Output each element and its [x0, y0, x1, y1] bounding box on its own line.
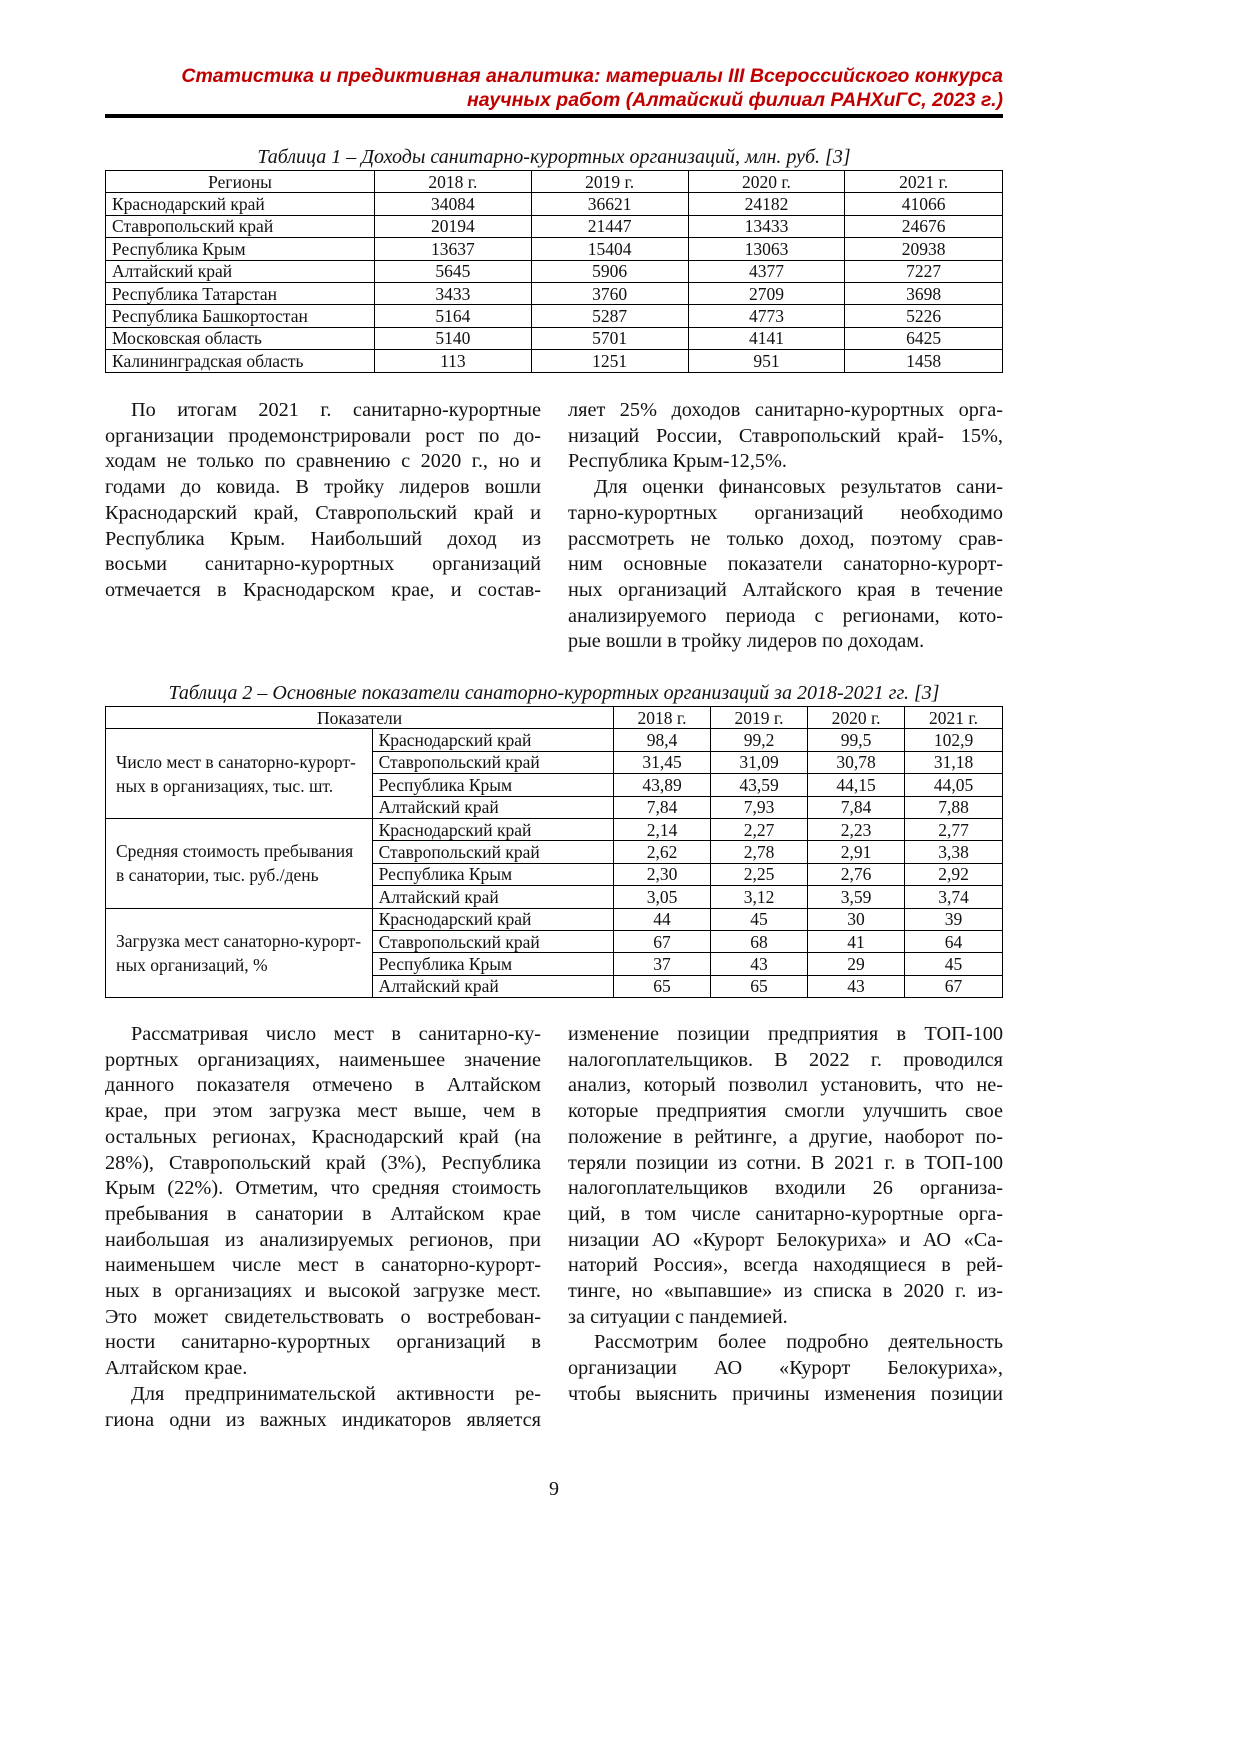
region-cell: Краснодарский край: [372, 818, 613, 840]
value-cell: 2,23: [808, 818, 905, 840]
paragraph-line: Для оценки финансовых результатов сани-: [594, 476, 1003, 499]
value-cell: 3698: [845, 282, 1003, 304]
paragraph-line: организации АО «Курорт Белокуриха»,: [568, 1357, 1003, 1380]
region-cell: Республика Крым: [372, 863, 613, 885]
value-cell: 41: [808, 930, 905, 952]
paragraph-line: налогоплательщиков входили 26 организа-: [568, 1177, 1003, 1200]
paragraph-line: чтобы выяснить причины изменения позиции: [568, 1382, 1003, 1405]
paragraph-line: анализируемого периода с регионами, кото-: [568, 604, 1003, 627]
table-row: [106, 260, 1003, 282]
paragraph-line: пребывания в санатории в Алтайском крае: [105, 1202, 541, 1225]
value-cell: 5164: [374, 305, 531, 327]
value-cell: 21447: [531, 215, 688, 237]
value-cell: 951: [688, 350, 845, 372]
text-column-left-2: [105, 1022, 541, 1433]
region-cell: Ставропольский край: [106, 215, 375, 237]
paragraph-line: ходам не только по сравнению с 2020 г., но и: [105, 450, 541, 473]
paragraph-line: за ситуации с пандемией.: [568, 1305, 788, 1328]
value-cell: 113: [374, 350, 531, 372]
value-cell: 7,84: [808, 796, 905, 818]
value-cell: 31,18: [905, 751, 1003, 773]
paragraph-line: ним основные показатели санаторно-курорт-: [568, 553, 1003, 576]
value-cell: 39: [905, 908, 1003, 930]
paragraph-line: наибольшая из анализируемых регионов, при: [105, 1228, 541, 1251]
region-cell: Алтайский край: [372, 796, 613, 818]
paragraph-line: отмечается в Краснодарском крае, и состав-: [105, 578, 541, 601]
value-cell: 99,5: [808, 729, 905, 751]
value-cell: 3,05: [614, 886, 711, 908]
paragraph-line: Республика Крым-12,5%.: [568, 450, 787, 473]
value-cell: 20938: [845, 238, 1003, 260]
value-cell: 7,93: [711, 796, 808, 818]
value-cell: 43,59: [711, 774, 808, 796]
region-cell: Республика Татарстан: [106, 282, 375, 304]
value-cell: 24182: [688, 193, 845, 215]
table-row: [106, 215, 1003, 237]
table-row: [106, 818, 1003, 840]
region-cell: Алтайский край: [372, 886, 613, 908]
value-cell: 4377: [688, 260, 845, 282]
paragraph-line: ций, в том числе санитарно-курортные орга-: [568, 1202, 1003, 1225]
text-column-right-2: [568, 1022, 1003, 1408]
region-cell: Ставропольский край: [372, 930, 613, 952]
paragraph-line: низации АО «Курорт Белокуриха» и АО «Са-: [568, 1228, 1003, 1251]
header-line-1: Статистика и предиктивная аналитика: материалы III Всероссийского конкурса: [181, 65, 1003, 87]
value-cell: 4773: [688, 305, 845, 327]
paragraph-line: наименьшем числе мест в санаторно-курорт-: [105, 1254, 541, 1277]
value-cell: 36621: [531, 193, 688, 215]
header-line-2: научных работ (Алтайский филиал РАНХиГС, 2023 г.): [467, 89, 1003, 111]
value-cell: 43,89: [614, 774, 711, 796]
value-cell: 3,59: [808, 886, 905, 908]
table-row: [106, 350, 1003, 372]
value-cell: 2,76: [808, 863, 905, 885]
paragraph-line: Рассматривая число мест в санитарно-ку-: [131, 1023, 541, 1045]
value-cell: 2,77: [905, 818, 1003, 840]
value-cell: 5645: [374, 260, 531, 282]
value-cell: 30,78: [808, 751, 905, 773]
value-cell: 4141: [688, 327, 845, 349]
column-header: 2020 г.: [688, 171, 845, 193]
value-cell: 7,88: [905, 796, 1003, 818]
value-cell: 65: [614, 975, 711, 997]
region-cell: Республика Крым: [106, 238, 375, 260]
value-cell: 29: [808, 953, 905, 975]
region-cell: Калининградская область: [106, 350, 375, 372]
value-cell: 6425: [845, 327, 1003, 349]
table1-income: [105, 170, 1003, 373]
value-cell: 65: [711, 975, 808, 997]
column-header: 2020 г.: [808, 707, 905, 729]
paragraph-line: теряли позиции из сотни. В 2021 г. в ТОП-100: [568, 1151, 1003, 1174]
table-row: [106, 282, 1003, 304]
value-cell: 44,15: [808, 774, 905, 796]
text-column-left-1: [105, 398, 541, 604]
value-cell: 30: [808, 908, 905, 930]
region-cell: Республика Крым: [372, 953, 613, 975]
paragraph-line: ных в организациях и высокой загрузке мест.: [105, 1280, 541, 1303]
value-cell: 7,84: [614, 796, 711, 818]
paragraph-line: изменение позиции предприятия в ТОП-100: [568, 1023, 1003, 1045]
paragraph-line: остальных регионах, Краснодарский край (на: [105, 1125, 541, 1148]
indicator-group-label: Загрузка мест санаторно-курорт-ных организаций, %: [106, 908, 373, 998]
region-cell: Ставропольский край: [372, 841, 613, 863]
value-cell: 5226: [845, 305, 1003, 327]
paragraph-line: рые вошли в тройку лидеров по доходам.: [568, 630, 925, 653]
paragraph-line: Краснодарский край, Ставропольский край и: [105, 501, 541, 524]
column-header: Регионы: [106, 171, 375, 193]
paragraph-line: Крым (22%). Отметим, что средняя стоимость: [105, 1177, 541, 1200]
table-row: [106, 327, 1003, 349]
region-cell: Краснодарский край: [372, 908, 613, 930]
region-cell: Краснодарский край: [106, 193, 375, 215]
value-cell: 2,30: [614, 863, 711, 885]
column-header: 2018 г.: [374, 171, 531, 193]
table1-caption: Таблица 1 – Доходы санитарно-курортных организаций, млн. руб. [3]: [257, 146, 851, 168]
value-cell: 13637: [374, 238, 531, 260]
value-cell: 1458: [845, 350, 1003, 372]
value-cell: 5140: [374, 327, 531, 349]
value-cell: 2709: [688, 282, 845, 304]
value-cell: 45: [711, 908, 808, 930]
indicator-group-label: Число мест в санаторно-курорт-ных в организациях, тыс. шт.: [106, 729, 373, 819]
value-cell: 2,92: [905, 863, 1003, 885]
paragraph-line: которые предприятия смогли улучшить свое: [568, 1100, 1003, 1123]
paragraph-line: налогоплательщиков. В 2022 г. проводился: [568, 1048, 1003, 1071]
value-cell: 98,4: [614, 729, 711, 751]
paragraph-line: тарно-курортных организаций необходимо: [568, 501, 1003, 524]
value-cell: 13063: [688, 238, 845, 260]
column-header: 2021 г.: [845, 171, 1003, 193]
value-cell: 24676: [845, 215, 1003, 237]
table-row: [106, 908, 1003, 930]
table-row: [106, 193, 1003, 215]
header-rule: [105, 114, 1003, 118]
paragraph-line: организации продемонстрировали рост по до-: [105, 424, 541, 447]
value-cell: 3760: [531, 282, 688, 304]
page-number: 9: [549, 1478, 559, 1500]
paragraph-line: гиона одни из важных индикаторов является: [105, 1408, 541, 1431]
paragraph-line: данного показателя отмечено в Алтайском: [105, 1074, 541, 1097]
column-header: Показатели: [106, 707, 614, 729]
value-cell: 1251: [531, 350, 688, 372]
region-cell: Краснодарский край: [372, 729, 613, 751]
value-cell: 3433: [374, 282, 531, 304]
value-cell: 34084: [374, 193, 531, 215]
paragraph-line: восьми санитарно-курортных организаций: [105, 553, 541, 576]
region-cell: Ставропольский край: [372, 751, 613, 773]
table2-caption: Таблица 2 – Основные показатели санаторно-курортных организаций за 2018-2021 гг. [3]: [168, 682, 940, 704]
paragraph-line: анализ, который позволил установить, что не-: [568, 1074, 1003, 1097]
table-row: [106, 729, 1003, 751]
column-header: 2021 г.: [905, 707, 1003, 729]
paragraph-line: рассмотреть не только доход, поэтому срав-: [568, 527, 1003, 550]
value-cell: 5701: [531, 327, 688, 349]
value-cell: 2,14: [614, 818, 711, 840]
value-cell: 43: [808, 975, 905, 997]
value-cell: 20194: [374, 215, 531, 237]
table2-indicators: [105, 706, 1003, 998]
value-cell: 37: [614, 953, 711, 975]
text-column-right-1: [568, 398, 1003, 655]
column-header: 2019 г.: [531, 171, 688, 193]
region-cell: Республика Крым: [372, 774, 613, 796]
value-cell: 68: [711, 930, 808, 952]
value-cell: 43: [711, 953, 808, 975]
column-header: 2018 г.: [614, 707, 711, 729]
indicator-group-label: Средняя стоимость пребывания в санатории, тыс. руб./день: [106, 818, 373, 908]
region-cell: Республика Башкортостан: [106, 305, 375, 327]
value-cell: 5287: [531, 305, 688, 327]
table-row: [106, 238, 1003, 260]
value-cell: 102,9: [905, 729, 1003, 751]
region-cell: Московская область: [106, 327, 375, 349]
value-cell: 2,25: [711, 863, 808, 885]
paragraph-line: Республика Крым. Наибольший доход из: [105, 527, 541, 550]
paragraph-line: Это может свидетельствовать о востребован-: [105, 1305, 541, 1328]
value-cell: 64: [905, 930, 1003, 952]
value-cell: 67: [614, 930, 711, 952]
value-cell: 3,12: [711, 886, 808, 908]
paragraph-line: По итогам 2021 г. санитарно-курортные: [131, 399, 541, 421]
paragraph-line: Алтайском крае.: [105, 1357, 248, 1380]
region-cell: Алтайский край: [106, 260, 375, 282]
value-cell: 44: [614, 908, 711, 930]
value-cell: 7227: [845, 260, 1003, 282]
running-header: [105, 64, 1003, 112]
value-cell: 31,45: [614, 751, 711, 773]
table-row: [106, 305, 1003, 327]
value-cell: 41066: [845, 193, 1003, 215]
paragraph-line: положение в рейтинге, а другие, наоборот по-: [568, 1125, 1003, 1148]
value-cell: 99,2: [711, 729, 808, 751]
value-cell: 2,62: [614, 841, 711, 863]
value-cell: 5906: [531, 260, 688, 282]
value-cell: 2,27: [711, 818, 808, 840]
paragraph-line: наторий Россия», всегда находящиеся в рей-: [568, 1254, 1003, 1277]
paragraph-line: ляет 25% доходов санитарно-курортных орга-: [568, 399, 1003, 421]
paragraph-line: низаций России, Ставропольский край- 15%,: [568, 424, 1003, 447]
table-header-row: [106, 707, 1003, 729]
paragraph-line: 28%), Ставропольский край (3%), Республика: [105, 1151, 541, 1174]
value-cell: 31,09: [711, 751, 808, 773]
value-cell: 45: [905, 953, 1003, 975]
table-header-row: [106, 171, 1003, 193]
value-cell: 3,74: [905, 886, 1003, 908]
paragraph-line: ности санитарно-курортных организаций в: [105, 1331, 541, 1354]
value-cell: 44,05: [905, 774, 1003, 796]
paragraph-line: Рассмотрим более подробно деятельность: [594, 1331, 1003, 1354]
paragraph-line: рортных организациях, наименьшее значение: [105, 1048, 541, 1071]
paragraph-line: тинге, но «выпавшие» из списка в 2020 г. из-: [568, 1280, 1003, 1303]
paragraph-line: Для предпринимательской активности ре-: [131, 1382, 541, 1405]
column-header: 2019 г.: [711, 707, 808, 729]
value-cell: 13433: [688, 215, 845, 237]
region-cell: Алтайский край: [372, 975, 613, 997]
value-cell: 2,91: [808, 841, 905, 863]
value-cell: 2,78: [711, 841, 808, 863]
paragraph-line: годами до ковида. В тройку лидеров вошли: [105, 476, 541, 499]
value-cell: 15404: [531, 238, 688, 260]
paragraph-line: крае, при этом загрузка мест выше, чем в: [105, 1100, 541, 1123]
value-cell: 3,38: [905, 841, 1003, 863]
paragraph-line: ных организаций Алтайского края в течение: [568, 578, 1003, 601]
value-cell: 67: [905, 975, 1003, 997]
